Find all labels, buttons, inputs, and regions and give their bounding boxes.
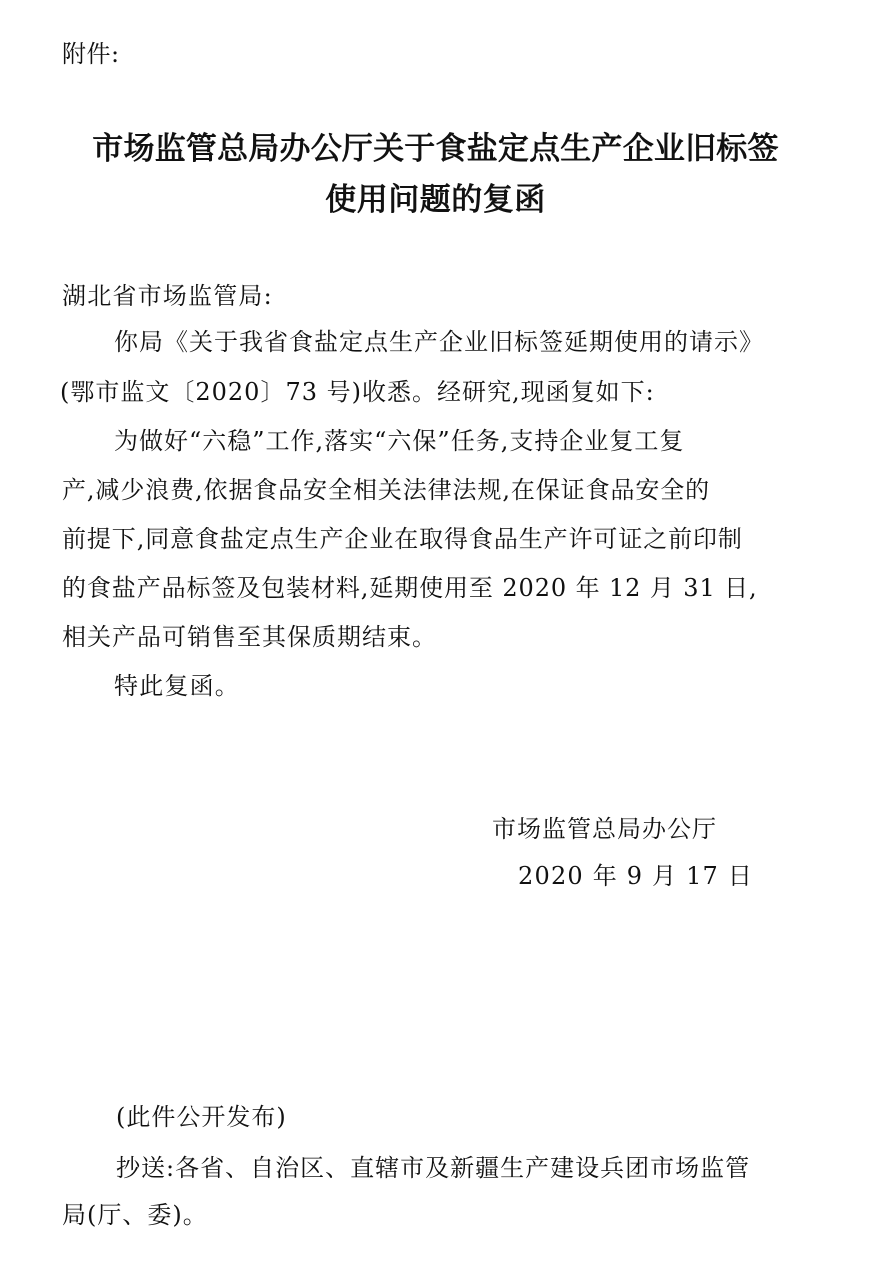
- document-title-line-1: 市场监管总局办公厅关于食盐定点生产企业旧标签: [92, 131, 779, 167]
- closing-remark: 特此复函。: [114, 672, 240, 700]
- salutation: 湖北省市场监管局:: [62, 282, 273, 310]
- paragraph-2-line-5: 相关产品可销售至其保质期结束。: [62, 623, 437, 651]
- cc-line-2: 局(厅、委)。: [62, 1201, 208, 1229]
- paragraph-2-line-3: 前提下,同意食盐定点生产企业在取得食品生产许可证之前印制: [62, 525, 743, 553]
- paragraph-1-line-2: (鄂市监文〔2020〕73 号)收悉。经研究,现函复如下:: [60, 378, 655, 406]
- signature-organization: 市场监管总局办公厅: [492, 815, 717, 843]
- signature-date: 2020 年 9 月 17 日: [518, 862, 754, 890]
- attachment-label: 附件:: [62, 40, 120, 68]
- cc-line-1: 抄送:各省、自治区、直辖市及新疆生产建设兵团市场监管: [116, 1154, 751, 1182]
- publication-note: (此件公开发布): [116, 1103, 287, 1131]
- paragraph-2-line-4: 的食盐产品标签及包装材料,延期使用至 2020 年 12 月 31 日,: [62, 574, 758, 602]
- paragraph-2-line-1: 为做好“六稳”工作,落实“六保”任务,支持企业复工复: [114, 427, 685, 455]
- document-title-line-2: 使用问题的复函: [325, 182, 546, 218]
- paragraph-2-line-2: 产,减少浪费,依据食品安全相关法律法规,在保证食品安全的: [62, 476, 711, 504]
- paragraph-1-line-1: 你局《关于我省食盐定点生产企业旧标签延期使用的请示》: [114, 328, 764, 356]
